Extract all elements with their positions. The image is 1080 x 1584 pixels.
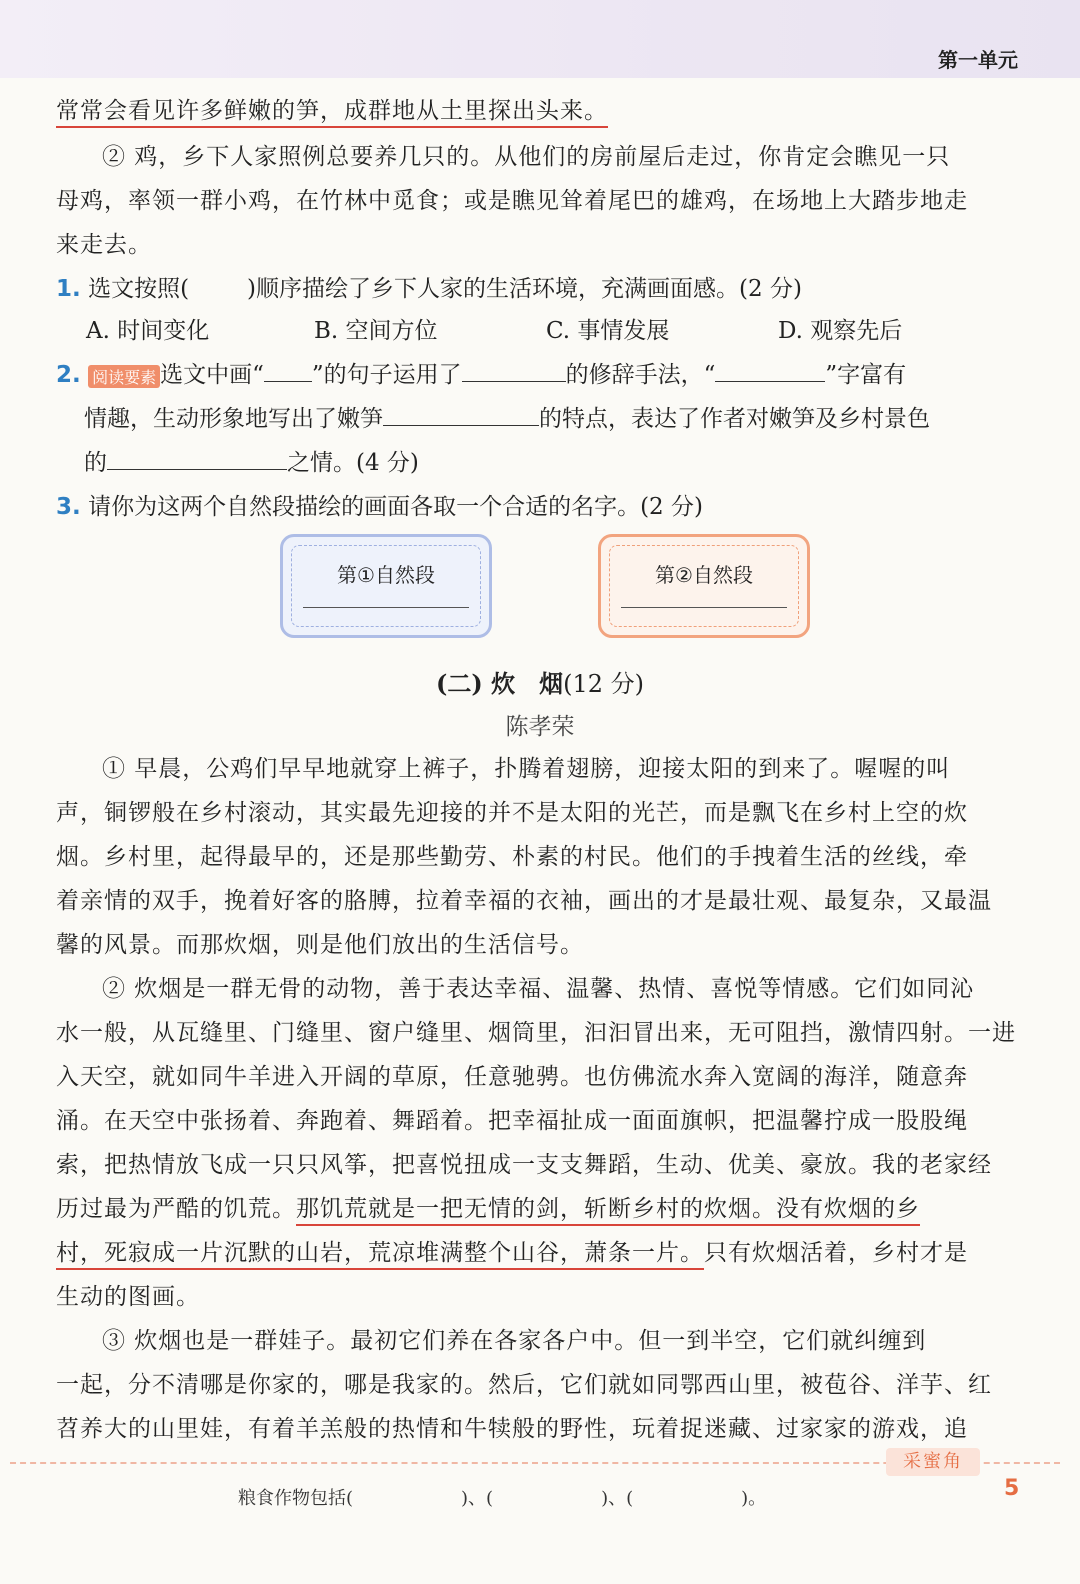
question-number: 3. [56, 494, 81, 520]
author: 陈孝荣 [505, 714, 575, 740]
article-p3-line-2: 苕养大的山里娃，有着羊羔般的热情和牛犊般的野性，玩着捉迷藏、过家家的游戏，追 [56, 1416, 968, 1442]
honey-corner-tag: 采蜜角 [886, 1448, 980, 1476]
article-p2-line-0: ② 炊烟是一群无骨的动物，善于表达幸福、温馨、热情、喜悦等情感。它们如同沁 [102, 976, 975, 1002]
page-number: 5 [1004, 1476, 1020, 1501]
question-number: 2. [56, 362, 81, 388]
article-p2-line-3: 涌。在天空中张扬着、奔跑着、舞蹈着。把幸福扯成一面面旗帜，把温馨拧成一股股绳 [56, 1108, 968, 1134]
answer-blank[interactable] [264, 363, 312, 382]
option-a[interactable]: A. 时间变化 [86, 318, 210, 344]
passage1-line-0 [56, 92, 1020, 125]
question-number: 1. [56, 276, 81, 302]
article-p2-line-5: 历过最为严酷的饥荒。那饥荒就是一把无情的剑，斩断乡村的炊烟。没有炊烟的乡 [56, 1190, 1020, 1223]
box-label: 第②自然段 [655, 563, 753, 587]
answer-blank[interactable] [107, 451, 287, 470]
question-2-line-3: 的 之情。(4 分) [84, 450, 419, 476]
question-3: 3. 请你为这两个自然段描绘的画面各取一个合适的名字。(2 分) [56, 494, 703, 520]
passage1-p2-line-1: 母鸡，率领一群小鸡，在竹林中觅食；或是瞧见耸着尾巴的雄鸡，在场地上大踏步地走 [56, 188, 968, 214]
answer-blank[interactable] [462, 363, 566, 382]
question-1: 1. 选文按照( )顺序描绘了乡下人家的生活环境，充满画面感。(2 分) [56, 276, 802, 302]
question-2: 2. 阅读要素 选文中画“ ”的句子运用了 的修辞手法，“ ”字富有 [56, 362, 907, 388]
passage1-p2-line-2: 来走去。 [56, 232, 152, 258]
article-p2-line-7: 生动的图画。 [56, 1284, 200, 1310]
footer-exercise: 粮食作物包括( )、( )、( )。 [238, 1488, 767, 1509]
paragraph-2-name-box[interactable] [598, 534, 810, 638]
answer-line[interactable] [303, 607, 469, 608]
unit-label: 第一单元 [938, 48, 1018, 72]
article-p1-line-3: 着亲情的双手，挽着好客的胳膊，拉着幸福的衣袖，画出的才是最壮观、最复杂，又最温 [56, 888, 992, 914]
article-p3-line-1: 一起，分不清哪是你家的，哪是我家的。然后，它们就如同鄂西山里，被苞谷、洋芋、红 [56, 1372, 992, 1398]
article-p1-line-0: ① 早晨，公鸡们早早地就穿上裤子，扑腾着翅膀，迎接太阳的到来了。喔喔的叫 [102, 756, 951, 782]
paragraph-1-name-box[interactable] [280, 534, 492, 638]
passage1-p2-line-0: ② 鸡，乡下人家照例总要养几只的。从他们的房前屋后走过，你肯定会瞧见一只 [102, 144, 951, 170]
article-p1-line-1: 声，铜锣般在乡村滚动，其实最先迎接的并不是太阳的光芒，而是飘飞在乡村上空的炊 [56, 800, 968, 826]
option-c[interactable]: C. 事情发展 [546, 318, 670, 344]
box-label: 第①自然段 [337, 563, 435, 587]
answer-line[interactable] [621, 607, 787, 608]
article-p3-line-0: ③ 炊烟也是一群娃子。最初它们养在各家各户中。但一到半空，它们就纠缠到 [102, 1328, 927, 1354]
underlined-sentence: 村，死寂成一片沉默的山岩，荒凉堆满整个山谷，萧条一片。 [56, 1240, 704, 1270]
underlined-sentence: 常常会看见许多鲜嫩的笋，成群地从土里探出头来。 [56, 98, 608, 128]
reading-element-badge: 阅读要素 [88, 365, 160, 388]
question-2-line-2: 情趣，生动形象地写出了嫩笋 的特点，表达了作者对嫩笋及乡村景色 [84, 406, 930, 432]
header-band [0, 0, 1080, 78]
option-d[interactable]: D. 观察先后 [778, 318, 903, 344]
underlined-sentence: 那饥荒就是一把无情的剑，斩断乡村的炊烟。没有炊烟的乡 [296, 1196, 920, 1226]
article-p2-line-1: 水一般，从瓦缝里、门缝里、窗户缝里、烟筒里，汩汩冒出来，无可阻挡，激情四射。一进 [56, 1020, 1016, 1046]
answer-blank[interactable] [715, 363, 825, 382]
article-p1-line-4: 馨的风景。而那炊烟，则是他们放出的生活信号。 [56, 932, 584, 958]
answer-blank[interactable] [383, 407, 539, 426]
section-title: (二) 炊 烟(12 分) [436, 669, 644, 698]
article-p2-line-4: 索，把热情放飞成一只只风筝，把喜悦扭成一支支舞蹈，生动、优美、豪放。我的老家经 [56, 1152, 992, 1178]
option-b[interactable]: B. 空间方位 [314, 318, 438, 344]
article-p2-line-6: 村，死寂成一片沉默的山岩，荒凉堆满整个山谷，萧条一片。只有炊烟活着，乡村才是 [56, 1234, 1020, 1267]
article-p2-line-2: 入天空，就如同牛羊进入开阔的草原，任意驰骋。也仿佛流水奔入宽阔的海洋，随意奔 [56, 1064, 968, 1090]
article-p1-line-2: 烟。乡村里，起得最早的，还是那些勤劳、朴素的村民。他们的手拽着生活的丝线，牵 [56, 844, 968, 870]
